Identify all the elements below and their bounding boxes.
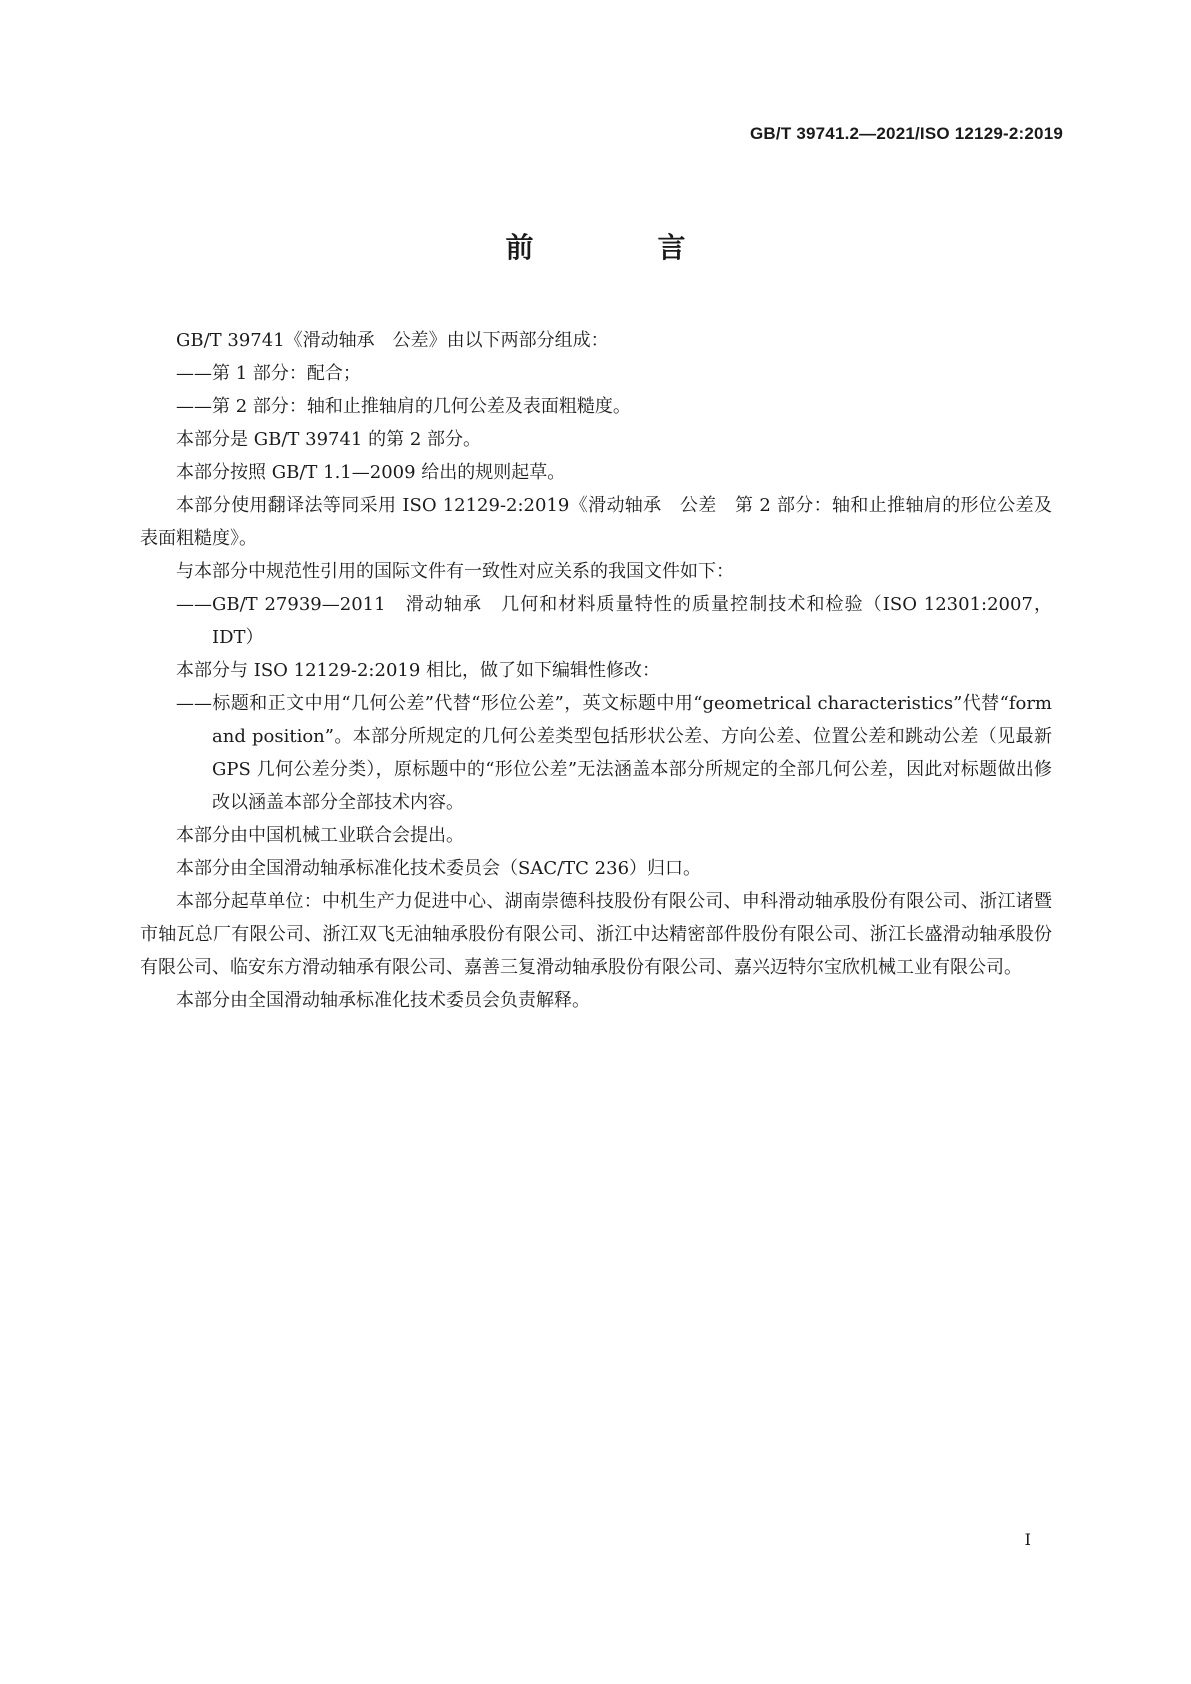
standard-code: GB/T 39741.2—2021/ISO 12129-2:2019 (750, 124, 1063, 143)
list-item-gbt27939: ——GB/T 27939—2011 滑动轴承 几何和材料质量特性的质量控制技术和检验（ISO 12301:2007，IDT） (176, 594, 1052, 648)
paragraph-centralized-by: 本部分由全国滑动轴承标准化技术委员会（SAC/TC 236）归口。 (176, 858, 702, 879)
page-number: I (1024, 1530, 1031, 1549)
paragraph-editorial-changes: 本部分与 ISO 12129-2:2019 相比，做了如下编辑性修改： (176, 660, 661, 681)
paragraph-composition: GB/T 39741《滑动轴承 公差》由以下两部分组成： (176, 330, 609, 351)
paragraph-interpretation: 本部分由全国滑动轴承标准化技术委员会负责解释。 (176, 990, 590, 1011)
page-title: 前 言 (505, 231, 734, 264)
list-item-title-change: ——标题和正文中用“几何公差”代替“形位公差”，英文标题中用“geometrical characteristics”代替“form and position”。本部分所规定的几何公差类型包括形状公差、方向公差、位置公差和跳动公差（见最新 GPS 几何公差分类），原标题中的“形位公差”无法涵盖本部分所规定的全部几何公差，因此对标题做出修改以涵盖本部分全部技术内容。 (176, 693, 1052, 813)
paragraph-adoption: 本部分使用翻译法等同采用 ISO 12129-2:2019《滑动轴承 公差 第 2 部分：轴和止推轴肩的形位公差及表面粗糙度》。 (140, 495, 1052, 549)
document-body (140, 324, 1052, 1017)
paragraph-national-docs: 与本部分中规范性引用的国际文件有一致性对应关系的我国文件如下： (176, 561, 734, 582)
list-item-part2: ——第 2 部分：轴和止推轴肩的几何公差及表面粗糙度。 (176, 396, 631, 417)
list-item-part1: ——第 1 部分：配合； (176, 363, 361, 384)
paragraph-drafting-rules: 本部分按照 GB/T 1.1—2009 给出的规则起草。 (176, 462, 566, 483)
paragraph-part-of: 本部分是 GB/T 39741 的第 2 部分。 (176, 429, 481, 450)
paragraph-proposed-by: 本部分由中国机械工业联合会提出。 (176, 825, 464, 846)
paragraph-drafting-units: 本部分起草单位：中机生产力促进中心、湖南崇德科技股份有限公司、申科滑动轴承股份有限公司、浙江诸暨市轴瓦总厂有限公司、浙江双飞无油轴承股份有限公司、浙江中达精密部件股份有限公司、浙江长盛滑动轴承股份有限公司、临安东方滑动轴承有限公司、嘉善三复滑动轴承股份有限公司、嘉兴迈特尔宝欣机械工业有限公司。 (140, 891, 1052, 978)
